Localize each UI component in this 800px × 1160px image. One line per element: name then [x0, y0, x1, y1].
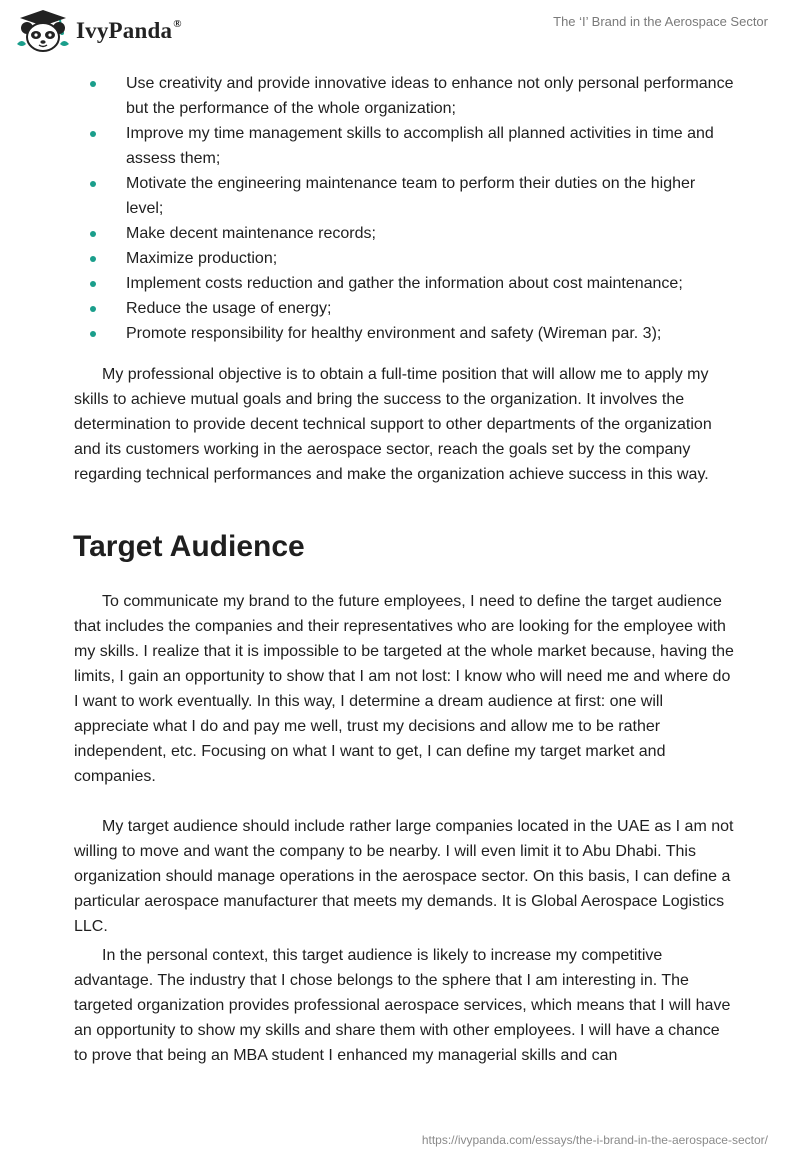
objectives-list — [74, 71, 734, 346]
list-item: Maximize production; — [74, 246, 734, 271]
list-item: Promote responsibility for healthy environment and safety (Wireman par. 3); — [74, 321, 734, 346]
list-item: Use creativity and provide innovative ideas to enhance not only personal performance but the performance of the whole organization; — [74, 71, 734, 121]
panda-graduate-icon — [14, 8, 72, 54]
brand-name: IvyPanda® — [76, 18, 182, 43]
list-item: Implement costs reduction and gather the information about cost maintenance; — [74, 271, 734, 296]
list-item: Reduce the usage of energy; — [74, 296, 734, 321]
source-url[interactable]: https://ivypanda.com/essays/the-i-brand-in-the-aerospace-sector/ — [421, 1133, 768, 1147]
audience-paragraph-1: To communicate my brand to the future employees, I need to define the target audience that includes the companies and their representatives who are looking for the employee with my skills. I realize that it is impossible to be targeted at the whole market because, having the limits, I gain an opportunity to show that I am not lost: I know who will need me and where do I want to work eventually. In this way, I determine a dream audience at first: one will appreciate what I do and pay me well, trust my decisions and allow me to be rather independent, etc. Focusing on what I want to get, I can define my target market and companies. — [74, 593, 734, 785]
audience-paragraph-3: In the personal context, this target audience is likely to increase my competitive advantage. The industry that I chose belongs to the sphere that I am interesting in. The targeted organization provides professional aerospace services, which means that I will have an opportunity to show my skills and share them with other employees. I will have a chance to prove that being an MBA student I enhanced my managerial skills and can — [74, 947, 731, 1064]
document-title: The ‘I’ Brand in the Aerospace Sector — [553, 14, 768, 29]
logo[interactable] — [14, 8, 182, 54]
list-item: Make decent maintenance records; — [74, 221, 734, 246]
audience-paragraph-2: My target audience should include rather large companies located in the UAE as I am not willing to move and want the company to be nearby. I will even limit it to Abu Dhabi. This organization should manage operations in the aerospace sector. On this basis, I can define a particular aerospace manufacturer that meets my demands. It is Global Aerospace Logistics LLC. — [74, 818, 734, 935]
list-item: Motivate the engineering maintenance team to perform their duties on the higher level; — [74, 171, 734, 221]
section-heading: Target Audience — [73, 530, 305, 563]
objective-paragraph: My professional objective is to obtain a full-time position that will allow me to apply my skills to achieve mutual goals and bring the success to the organization. It involves the determination to provide decent technical support to other departments of the organization and its customers working in the aerospace sector, reach the goals set by the company regarding technical performances and make the organization achieve success in this way. — [74, 366, 712, 483]
list-item: Improve my time management skills to accomplish all planned activities in time and assess them; — [74, 121, 734, 171]
page-header — [0, 0, 800, 66]
